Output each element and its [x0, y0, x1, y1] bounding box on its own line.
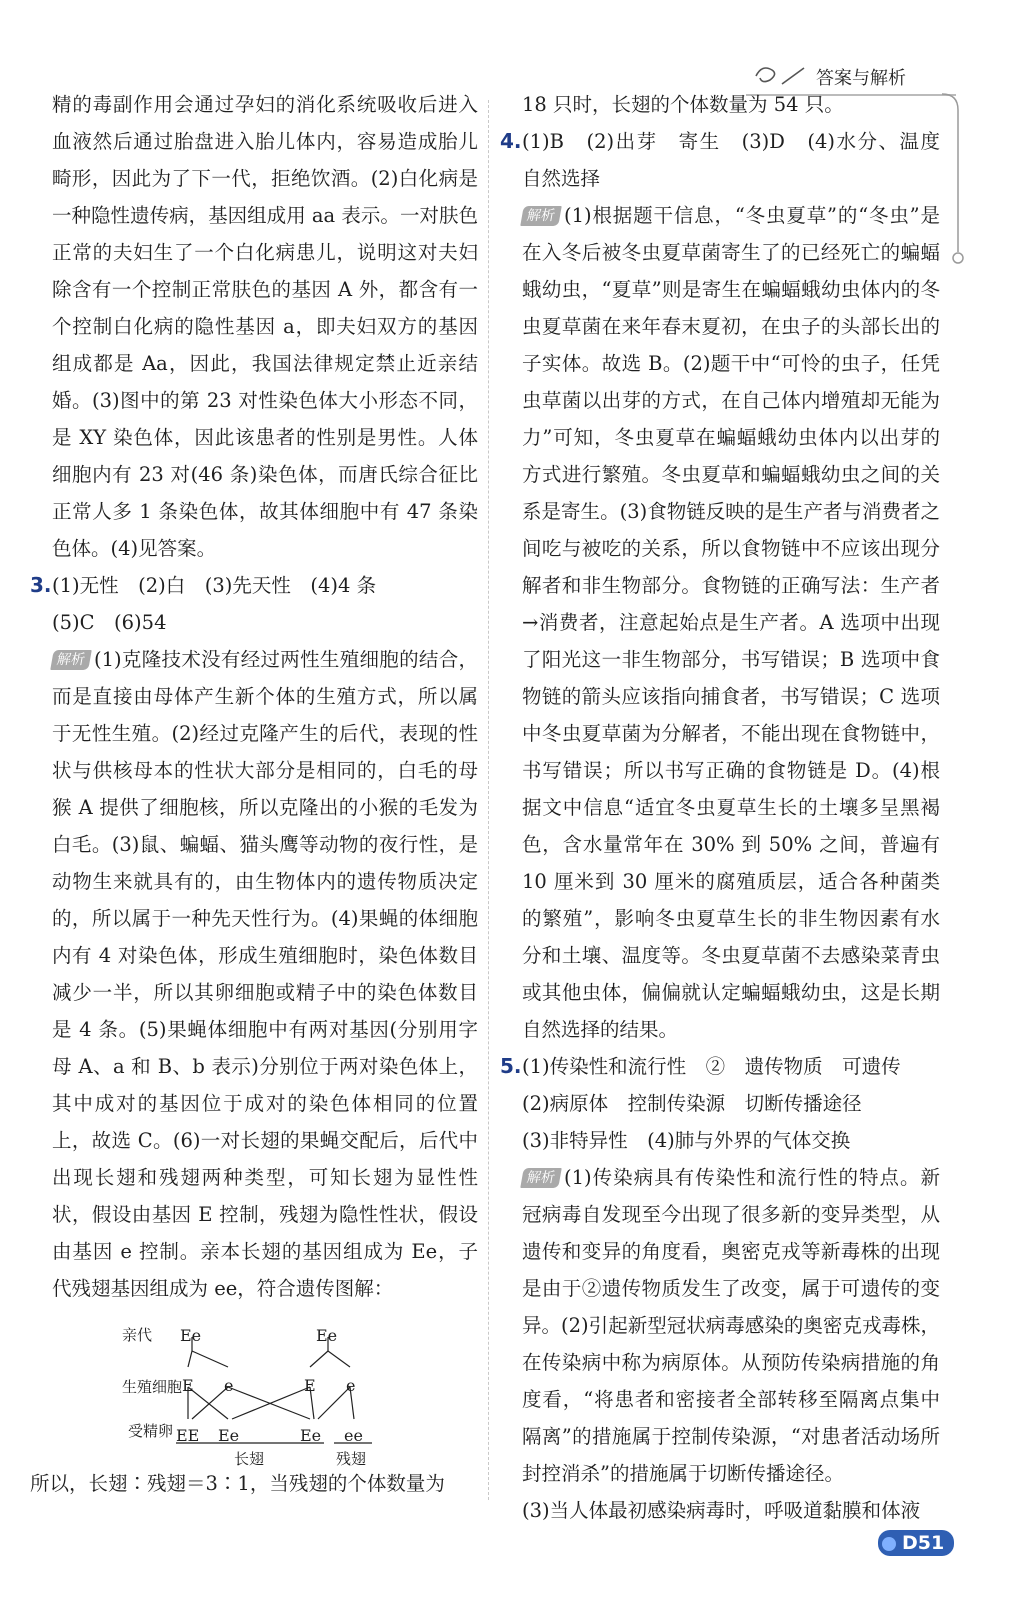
q4-explanation-text: (1)根据题干信息，“冬虫夏草”的“冬虫”是在入冬后被冬虫夏草菌寄生了的已经死亡的蝙蝠蛾幼虫，“夏草”则是寄生在蝙蝠蛾幼虫体内的冬虫夏草菌在来年春末夏初，在虫子的头部长出的子实体。故选 B。(2)题干中“可怜的虫子，任凭虫草菌以出芽的方式，在自己体内增殖却无能为力”可知，冬虫夏草在蝙蝠蛾幼虫体内以出芽的方式进行繁殖。冬虫夏草和蝙蝠蛾幼虫之间的关系是寄生。(3)食物链反映的是生产者与消费者之间吃与被吃的关系，所以食物链中不应该出现分解者和非生物部分。食物链的正确写法：生产者→消费者，注意起始点是生产者。A 选项中出现了阳光这一非生物部分，书写错误；B 选项中食物链的箭头应该指向捕食者，书写错误；C 选项中冬虫夏草菌为分解者，不能出现在食物链中，书写错误；所以书写正确的食物链是 D。(4)根据文中信息“适宜冬虫夏草生长的土壤多呈黑褐色，含水量常年在 30% 到 50% 之间，普遍有 10 厘米到 30 厘米的腐殖质层，适合各种菌类的繁殖”，影响冬虫夏草生长的非生物因素有水分和土壤、温度等。冬虫夏草菌不去感染菜青虫或其他虫体，偏偏就认定蝙蝠蛾幼虫，这是长期自然选择的结果。 [522, 204, 940, 1041]
gamete: E [182, 1376, 194, 1395]
q3-answer-line-2: (5)C (6)54 [52, 611, 167, 634]
gamete: e [224, 1376, 234, 1395]
genetic-diagram-lines [52, 1309, 472, 1459]
group-label-long-wing: 长翅 [234, 1450, 265, 1468]
q5-answer-line-3: (3)非特异性 (4)肺与外界的气体交换 [522, 1129, 851, 1152]
analysis-tag: 解析 [50, 650, 92, 670]
page-number-dot-icon [882, 1537, 896, 1551]
right-column [500, 86, 960, 1529]
q5-answer-text-1: (1)传染性和流行性 ② 遗传物质 可遗传 [522, 1055, 901, 1078]
zygote: Ee [218, 1426, 240, 1445]
analysis-tag: 解析 [520, 1168, 562, 1188]
left-column [30, 86, 478, 1502]
q5-explanation-text: (1)传染病具有传染性和流行性的特点。新冠病毒自发现至今出现了很多新的变异类型，从遗传和变异的角度看，奥密克戎等新毒株的出现是由于②遗传物质发生了改变，属于可遗传的变异。(2)引起新型冠状病毒感染的奥密克戎毒株，在传染病中称为病原体。从预防传染病措施的角度看，“将患者和密接者全部转移至隔离点集中隔离”的措施属于控制传染源，“对患者活动场所封控消杀”的措施属于切断传播途径。 [522, 1166, 940, 1485]
q3-answer-text-1: (1)无性 (2)白 (3)先天性 (4)4 条 [52, 574, 377, 597]
q5-number: 5. [500, 1054, 522, 1078]
q3-answer-line-1 [30, 567, 478, 604]
row-label-zygotes: 受精卵 [128, 1422, 174, 1440]
analysis-tag: 解析 [520, 206, 562, 226]
q5-final-line: (3)当人体最初感染病毒时，呼吸道黏膜和体液 [522, 1499, 921, 1522]
zygote: Ee [300, 1426, 322, 1445]
row-label-gametes: 生殖细胞 [122, 1378, 183, 1396]
q4-answer [500, 123, 960, 197]
q5-answer-line-2: (2)病原体 控制传染源 切断传播途径 [522, 1092, 862, 1115]
zygote: EE [176, 1426, 200, 1445]
column-divider [488, 100, 489, 1500]
header-title: 答案与解析 [816, 68, 906, 89]
q5-explanation [522, 1159, 940, 1492]
q4-block [500, 123, 960, 1048]
q5-answer-line-1 [500, 1048, 940, 1085]
margin-bracket [940, 84, 980, 274]
gamete: e [346, 1376, 356, 1395]
page-number: D51 [878, 1530, 954, 1556]
q5-block [500, 1048, 940, 1529]
q4-explanation [522, 197, 940, 1048]
gamete: E [304, 1376, 316, 1395]
q2-explanation-continued: 精的毒副作用会通过孕妇的消化系统吸收后进入血液然后通过胎盘进入胎儿体内，容易造成胎儿畸形，因此为了下一代，拒绝饮酒。(2)白化病是一种隐性遗传病，基因组成用 aa 表示。一对肤色正常的夫妇生了一个白化病患儿，说明这对夫妇除含有一个控制正常肤色的基因 A 外，都含有一个控制白化病的隐性基因 a，即夫妇双方的基因组成都是 Aa，因此，我国法律规定禁止近亲结婚。(3)图中的第 23 对性染色体大小形态不同，是 XY 染色体，因此该患者的性别是男性。人体细胞内有 23 对(46 条)染色体，而唐氏综合征比正常人多 1 条染色体，故其体细胞中有 47 条染色体。(4)见答案。 [52, 93, 478, 560]
row-label-parents: 亲代 [122, 1326, 153, 1344]
q3-explanation-text: (1)克隆技术没有经过两性生殖细胞的结合，而是直接由母体产生新个体的生殖方式，所以属于无性生殖。(2)经过克隆产生的后代，表现的性状与供核母本的性状大部分是相同的，白毛的母猴 A 提供了细胞核，所以克隆出的小猴的毛发为白毛。(3)鼠、蝙蝠、猫头鹰等动物的夜行性，是动物生来就具有的，由生物体内的遗传物质决定的，所以属于一种先天性行为。(4)果蝇的体细胞内有 4 对染色体，形成生殖细胞时，染色体数目减少一半，所以其卵细胞或精子中的染色体数目是 4 条。(5)果蝇体细胞中有两对基因(分别用字母 A、a 和 B、b 表示)分别位于两对染色体上，其中成对的基因位于成对的染色体相同的位置上，故选 C。(6)一对长翅的果蝇交配后，后代中出现长翅和残翅两种类型，可知长翅为显性性状，假设由基因 E 控制，残翅为隐性性状，假设由基因 e 控制。亲本长翅的基因组成为 Ee，子代残翅基因组成为 ee，符合遗传图解： [52, 648, 478, 1300]
zygote: ee [344, 1426, 363, 1445]
q3-number: 3. [30, 573, 52, 597]
parent-genotype: Ee [316, 1326, 338, 1345]
q3-block [30, 567, 478, 1468]
q3-continued: 18 只时，长翅的个体数量为 54 只。 [522, 93, 844, 116]
q3-final-line: 所以，长翅∶残翅＝3∶1，当残翅的个体数量为 [30, 1472, 445, 1495]
parent-genotype: Ee [180, 1326, 202, 1345]
genetic-diagram [52, 1309, 478, 1468]
q4-answer-text: (1)B (2)出芽 寄生 (3)D (4)水分、温度 自然选择 [522, 130, 960, 190]
q4-number: 4. [500, 129, 522, 153]
group-label-short-wing: 残翅 [336, 1450, 367, 1468]
q3-explanation [52, 641, 478, 1307]
